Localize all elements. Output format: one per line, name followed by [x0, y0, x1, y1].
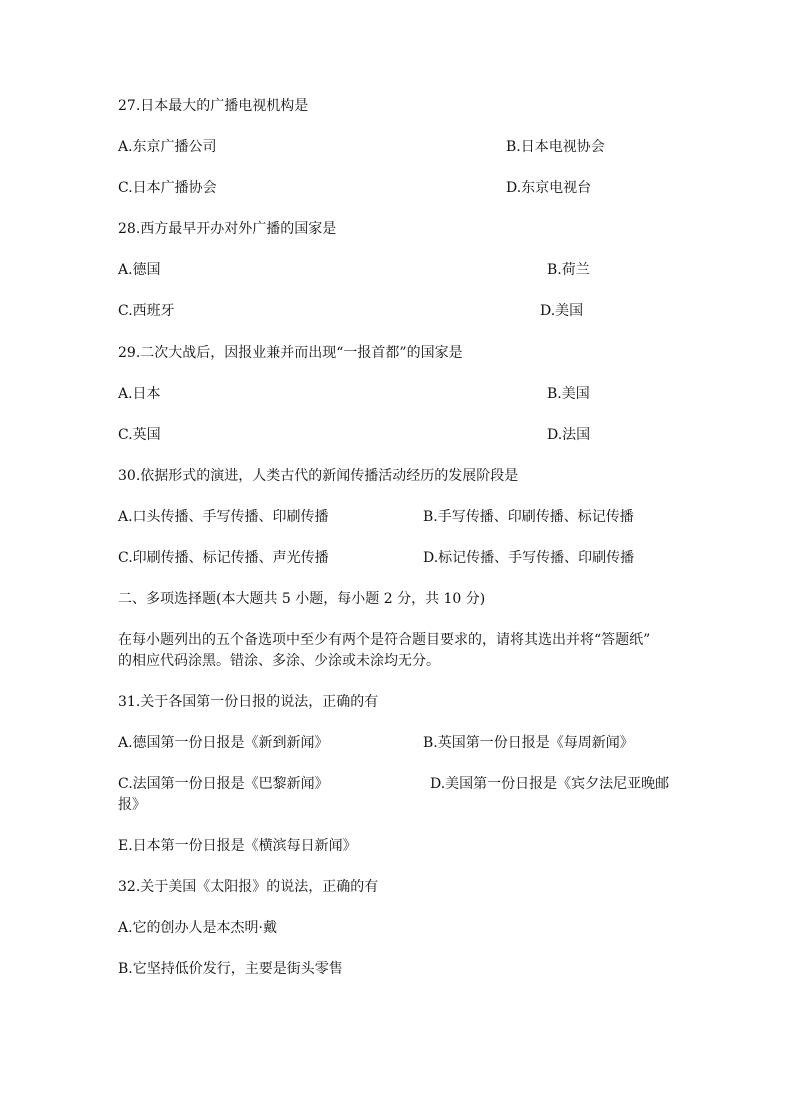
q31-option-a: A.德国第一份日报是《新到新闻》 — [118, 735, 329, 751]
q28-option-b: B.荷兰 — [547, 262, 590, 278]
q30-option-d: D.标记传播、手写传播、印刷传播 — [423, 550, 635, 566]
q27-stem: 27.日本最大的广播电视机构是 — [118, 98, 309, 114]
q32-stem: 32.关于美国《太阳报》的说法，正确的有 — [118, 879, 379, 895]
q27-option-d: D.东京电视台 — [506, 180, 592, 196]
section2-instruction-line2: 的相应代码涂黑。错涂、多涂、少涂或未涂均无分。 — [118, 653, 440, 669]
q28-option-d: D.美国 — [540, 303, 584, 319]
q32-option-b: B.它坚持低价发行，主要是街头零售 — [118, 961, 343, 977]
q31-option-e: E.日本第一份日报是《横滨每日新闻》 — [118, 838, 357, 854]
q29-option-d: D.法国 — [547, 427, 591, 443]
section2-heading: 二、多项选择题(本大题共 5 小题，每小题 2 分，共 10 分) — [118, 591, 486, 607]
q30-option-b: B.手写传播、印刷传播、标记传播 — [423, 509, 634, 525]
q32-option-a: A.它的创办人是本杰明·戴 — [118, 920, 278, 936]
q29-option-c: C.英国 — [118, 427, 161, 443]
q27-option-b: B.日本电视协会 — [506, 139, 605, 155]
q29-stem: 29.二次大战后，因报业兼并而出现“一报首都”的国家是 — [118, 345, 463, 361]
q29-option-a: A.日本 — [118, 386, 161, 402]
q28-option-a: A.德国 — [118, 262, 161, 278]
q31-option-c: C.法国第一份日报是《巴黎新闻》 — [118, 776, 329, 792]
q30-option-a: A.口头传播、手写传播、印刷传播 — [118, 509, 329, 525]
q27-option-c: C.日本广播协会 — [118, 180, 217, 196]
section2-instruction-line1: 在每小题列出的五个备选项中至少有两个是符合题目要求的，请将其选出并将“答题纸” — [118, 632, 651, 648]
q31-option-b: B.英国第一份日报是《每周新闻》 — [423, 735, 634, 751]
q31-stem: 31.关于各国第一份日报的说法，正确的有 — [118, 694, 379, 710]
q31-option-d-line2: 报》 — [118, 797, 146, 813]
q29-option-b: B.美国 — [547, 386, 590, 402]
q30-stem: 30.依据形式的演进，人类古代的新闻传播活动经历的发展阶段是 — [118, 468, 519, 484]
q30-option-c: C.印刷传播、标记传播、声光传播 — [118, 550, 329, 566]
q31-option-d-line1: D.美国第一份日报是《宾夕法尼亚晚邮 — [430, 776, 670, 792]
q28-option-c: C.西班牙 — [118, 303, 175, 319]
q27-option-a: A.东京广播公司 — [118, 139, 217, 155]
q28-stem: 28.西方最早开办对外广播的国家是 — [118, 221, 337, 237]
